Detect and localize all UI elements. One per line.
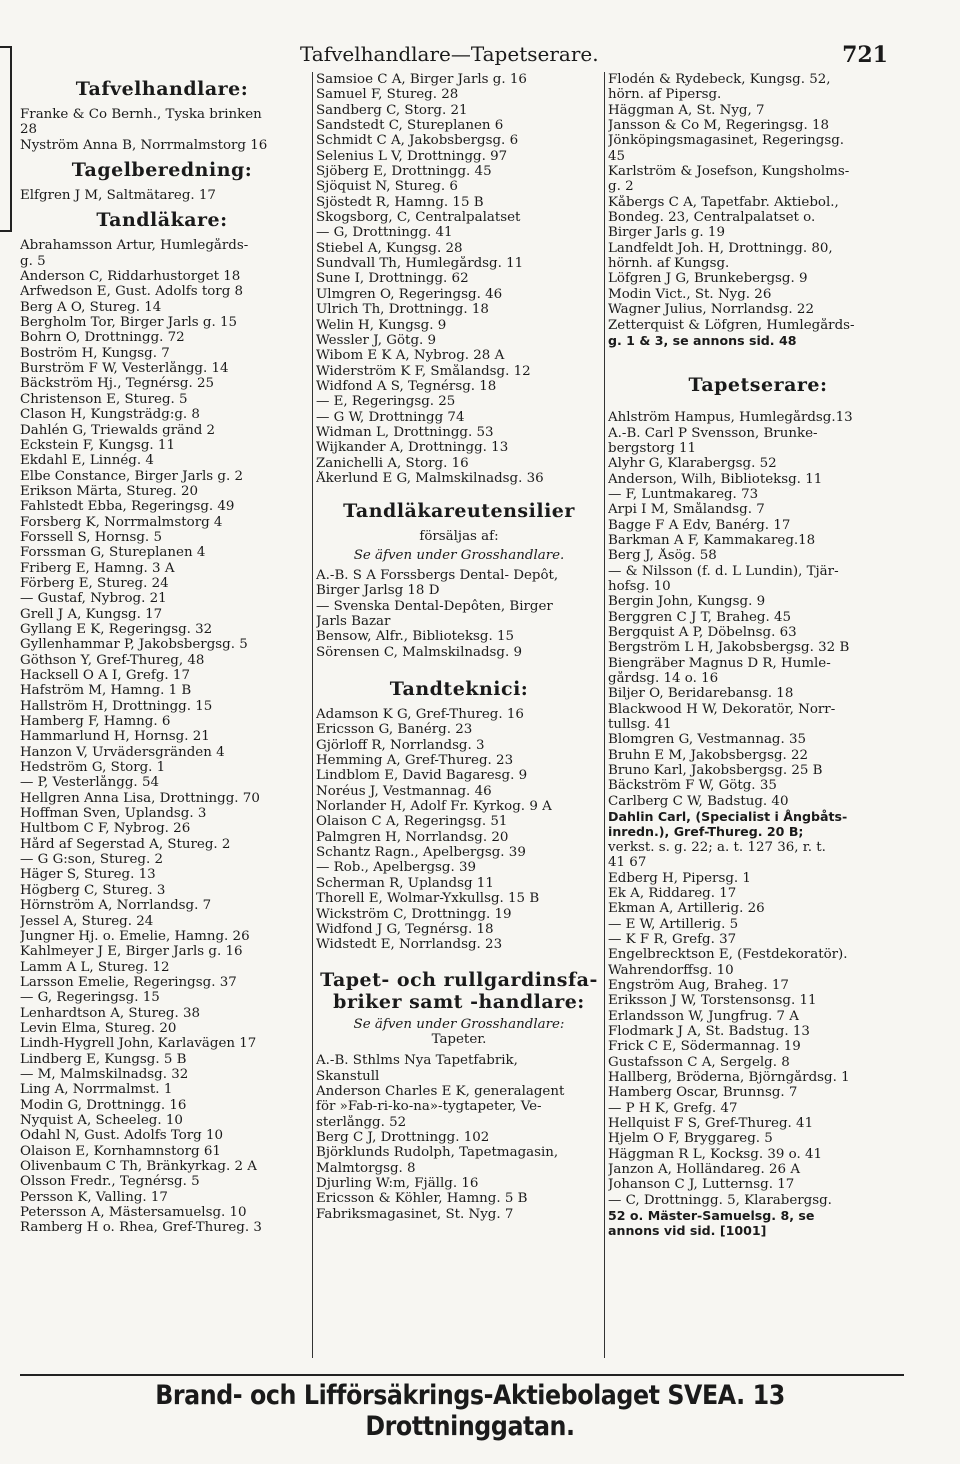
directory-entry: Erlandsson W, Jungfrug. 7 A: [608, 1008, 799, 1024]
directory-entry: tullsg. 41: [608, 717, 672, 733]
directory-entry: Sandberg C, Storg. 21: [316, 102, 468, 118]
directory-entry: Birger Jarlsg 18 D: [316, 583, 440, 599]
directory-entry: A.-B. Carl P Svensson, Brunke-: [608, 425, 818, 441]
directory-entry: Bruno Karl, Jakobsbergsg. 25 B: [608, 763, 823, 779]
directory-entry: Jansson & Co M, Regeringsg. 18: [608, 118, 830, 134]
directory-entry: Löfgren J G, Brunkebergsg. 9: [608, 271, 808, 287]
directory-entry: Sörensen C, Malmskilnadsg. 9: [316, 644, 523, 660]
directory-entry: Lindblom E, David Bagaresg. 9: [316, 768, 528, 784]
directory-entry: Fabriksmagasinet, St. Nyg. 7: [316, 1206, 514, 1222]
directory-entry: Sjöberg E, Drottningg. 45: [316, 164, 492, 180]
directory-entry: Sandstedt C, Stureplanen 6: [316, 118, 504, 134]
directory-entry: Landfeldt Joh. H, Drottningg. 80,: [608, 240, 833, 256]
directory-entry: inredn.), Gref-Thureg. 20 B;: [608, 824, 804, 840]
directory-entry: Ramberg H o. Rhea, Gref-Thureg. 3: [20, 1220, 262, 1236]
directory-entry: Edberg H, Pipersg. 1: [608, 870, 751, 886]
directory-entry: A.-B. S A Forssbergs Dental- Depôt,: [316, 567, 559, 583]
directory-entry: Hallberg, Bröderna, Björngårdsg. 1: [608, 1069, 850, 1085]
section-note: Se äfven under Grosshandlare.: [353, 547, 565, 563]
directory-entry: Ling A, Norrmalmst. 1: [20, 1082, 173, 1098]
directory-entry: Anderson, Wilh, Biblioteksg. 11: [608, 471, 823, 487]
directory-entry: Häggman A, St. Nyg, 7: [608, 102, 765, 118]
directory-entry: Engelbrecktson E, (Festdekoratör).: [608, 947, 848, 963]
directory-entry: Schmidt C A, Jakobsbergsg. 6: [316, 133, 519, 149]
directory-entry: Eriksson J W, Torstensonsg. 11: [608, 993, 817, 1009]
directory-entry: Birger Jarls g. 19: [608, 225, 725, 241]
directory-entry: Ericsson & Köhler, Hamng. 5 B: [316, 1191, 528, 1207]
section-subtitle: försäljas af:: [419, 529, 499, 545]
directory-entry: Ulmgren O, Regeringsg. 46: [316, 286, 503, 302]
directory-entry: Zanichelli A, Storg. 16: [316, 455, 469, 471]
directory-entry: Arfwedson E, Gust. Adolfs torg 8: [20, 284, 244, 300]
section-title: Tandläkare:: [96, 209, 228, 232]
directory-entry: Bensow, Alfr., Biblioteksg. 15: [316, 629, 515, 645]
directory-entry: Förberg E, Stureg. 24: [20, 575, 169, 591]
directory-entry: Bondeg. 23, Centralpalatset o.: [608, 210, 816, 226]
directory-entry: Jessel A, Stureg. 24: [20, 913, 154, 929]
directory-entry: Ericsson G, Banérg. 23: [316, 722, 473, 738]
directory-entry: Modin G, Drottningg. 16: [20, 1097, 187, 1113]
directory-entry: — C, Drottningg. 5, Klarabergsg.: [608, 1192, 832, 1208]
directory-entry: Widman L, Drottningg. 53: [316, 424, 494, 440]
directory-entry: hofsg. 10: [608, 578, 671, 594]
directory-entry: Eckstein F, Kungsg. 11: [20, 437, 175, 453]
directory-entry: Ulrich Th, Drottningg. 18: [316, 302, 489, 318]
directory-entry: Arpi I M, Smålandsg. 7: [608, 502, 765, 518]
directory-entry: för »Fab-ri-ko-na»-tygtapeter, Ve-: [316, 1099, 542, 1115]
section-title: Tafvelhandlare:: [75, 78, 249, 100]
directory-entry: Levin Elma, Stureg. 20: [20, 1020, 177, 1036]
directory-entry: Forssman G, Stureplanen 4: [20, 545, 206, 561]
directory-entry: Högberg C, Stureg. 3: [20, 882, 166, 898]
directory-entry: Bäckström Hj., Tegnérsg. 25: [20, 376, 215, 392]
directory-entry: 45: [608, 148, 626, 164]
directory-entry: Norlander H, Adolf Fr. Kyrkog. 9 A: [316, 799, 552, 815]
directory-entry: Schantz Ragn., Apelbergsg. 39: [316, 845, 526, 861]
directory-entry: Zetterquist & Löfgren, Humlegårds-: [608, 317, 855, 333]
directory-entry: Sjöquist N, Stureg. 6: [316, 179, 458, 195]
column-1: [20, 72, 304, 1236]
directory-entry: verkst. s. g. 22; a. t. 127 36, r. t.: [608, 839, 826, 855]
directory-entry: annons vid sid. [1001]: [608, 1223, 767, 1239]
directory-entry: Frick C E, Södermannag. 19: [608, 1039, 801, 1055]
directory-entry: Gyllang E K, Regeringsg. 32: [20, 621, 213, 637]
column-3: [604, 72, 908, 1358]
directory-entry: Malmtorgsg. 8: [316, 1160, 416, 1176]
directory-entry: — E, Regeringsg. 25: [316, 394, 456, 410]
directory-entry: Elbe Constance, Birger Jarls g. 2: [20, 468, 243, 484]
directory-entry: Hanzon V, Urvädersgränden 4: [20, 744, 225, 760]
directory-entry: Hedström G, Storg. 1: [20, 760, 166, 776]
directory-entry: Widfond A S, Tegnérsg. 18: [316, 378, 497, 394]
directory-entry: — & Nilsson (f. d. L Lundin), Tjär-: [608, 563, 839, 579]
directory-entry: Ek A, Riddareg. 17: [608, 885, 737, 901]
directory-entry: Olaison C A, Regeringsg. 51: [316, 814, 508, 830]
directory-entry: Barkman A F, Kammakareg.18: [608, 532, 816, 548]
directory-entry: Ahlström Hampus, Humlegårdsg.13: [608, 410, 853, 426]
directory-entry: Åkerlund E G, Malmskilnadsg. 36: [316, 470, 544, 486]
directory-entry: Bäckström F W, Götg. 35: [608, 778, 777, 794]
directory-entry: Lenhardtson A, Stureg. 38: [20, 1005, 201, 1021]
directory-entry: Blackwood H W, Dekoratör, Norr-: [608, 701, 836, 717]
directory-entry: Nyström Anna B, Norrmalmstorg 16: [20, 137, 268, 153]
page-number: 721: [842, 42, 888, 68]
directory-entry: Samsioe C A, Birger Jarls g. 16: [316, 72, 527, 87]
section-title: Tapetserare:: [688, 374, 828, 397]
section-title-continued: briker samt -handlare:: [333, 990, 585, 1013]
directory-entry: Biengräber Magnus D R, Humle-: [608, 655, 831, 671]
directory-entry: Blomgren G, Vestmannag. 35: [608, 732, 807, 748]
directory-entry: Björklunds Rudolph, Tapetmagasin,: [316, 1145, 559, 1161]
directory-entry: Wagner Julius, Norrlandsg. 22: [608, 302, 814, 318]
directory-entry: Bagge F A Edv, Banérg. 17: [608, 517, 791, 533]
directory-entry: Hård af Segerstad A, Stureg. 2: [20, 836, 231, 852]
directory-entry: Bohrn O, Drottningg. 72: [20, 330, 185, 346]
footer-advert: Brand- och Lifförsäkrings-Aktiebolaget SVEA. 13 Drottninggatan.: [155, 1380, 785, 1442]
directory-entry: Bergholm Tor, Birger Jarls g. 15: [20, 315, 238, 331]
directory-entry: — G, Regeringsg. 15: [20, 990, 160, 1006]
section-note: Se äfven under Grosshandlare:: [353, 1016, 565, 1032]
entry-list: [608, 72, 908, 348]
directory-entry: Hellquist F S, Gref-Thureg. 41: [608, 1116, 814, 1131]
directory-entry: Palmgren H, Norrlandsg. 20: [316, 829, 509, 845]
directory-entry: g. 1 & 3, se annons sid. 48: [608, 332, 797, 348]
directory-entry: 41 67: [608, 855, 647, 871]
section-title: Tandteknici:: [389, 678, 529, 701]
directory-entry: Stiebel A, Kungsg. 28: [316, 240, 463, 256]
directory-entry: Carlberg C W, Badstug. 40: [608, 793, 789, 809]
directory-entry: Welin H, Kungsg. 9: [316, 317, 447, 333]
directory-entry: Anderson C, Riddarhustorget 18: [20, 269, 241, 285]
column-2: [312, 72, 602, 1358]
footer-rule: [20, 1374, 904, 1376]
directory-entry: Göthson Y, Gref-Thureg, 48: [20, 652, 205, 668]
directory-entry: Selenius L V, Drottningg. 97: [316, 148, 508, 164]
directory-entry: Elfgren J M, Saltmätareg. 17: [20, 188, 216, 204]
directory-entry: Petersson A, Mästersamuelsg. 10: [20, 1205, 247, 1221]
entry-list: [316, 1053, 602, 1222]
directory-entry: Olaison E, Kornhamnstorg 61: [20, 1143, 221, 1159]
directory-entry: — P, Vesterlångg. 54: [20, 775, 159, 791]
directory-entry: Hamberg Oscar, Brunnsg. 7: [608, 1085, 798, 1101]
directory-entry: Modin Vict., St. Nyg. 26: [608, 286, 772, 302]
directory-entry: Widstedt E, Norrlandsg. 23: [316, 937, 503, 953]
directory-entry: Larsson Emelie, Regeringsg. 37: [20, 974, 237, 990]
directory-entry: Jarls Bazar: [316, 614, 391, 629]
directory-entry: Hellgren Anna Lisa, Drottningg. 70: [20, 790, 260, 806]
directory-entry: Thorell E, Wolmar-Yxkullsg. 15 B: [316, 891, 540, 907]
entry-list: [608, 410, 908, 1239]
directory-entry: Boström H, Kungsg. 7: [20, 345, 170, 361]
directory-entry: Wickström C, Drottningg. 19: [316, 906, 512, 922]
directory-entry: Jönköpingsmagasinet, Regeringsg.: [608, 133, 845, 149]
directory-entry: Friberg E, Hamng. 3 A: [20, 560, 175, 576]
directory-entry: Hallström H, Drottningg. 15: [20, 698, 213, 714]
directory-entry: Berggren C J T, Braheg. 45: [608, 609, 792, 625]
directory-entry: — Svenska Dental-Depôten, Birger: [316, 598, 553, 614]
directory-entry: 28: [20, 122, 38, 138]
directory-entry: Olivenbaum C Th, Bränkyrkag. 2 A: [20, 1159, 257, 1174]
directory-entry: Forssell S, Hornsg. 5: [20, 529, 162, 545]
directory-entry: Hoffman Sven, Uplandsg. 3: [20, 806, 207, 822]
directory-entry: Lamm A L, Stureg. 12: [20, 959, 170, 975]
directory-entry: — G, Drottningg. 41: [316, 225, 453, 241]
directory-entry: Skogsborg, C, Centralpalatset: [316, 210, 521, 226]
directory-entry: Nyquist A, Scheeleg. 10: [20, 1112, 183, 1128]
directory-entry: Bergström L H, Jakobsbergsg. 32 B: [608, 640, 850, 656]
directory-entry: Ekdahl E, Linnég. 4: [20, 453, 154, 469]
directory-entry: Häger S, Stureg. 13: [20, 867, 156, 883]
directory-entry: — F, Luntmakareg. 73: [608, 486, 759, 502]
directory-entry: Clason H, Kungsträdg:g. 8: [20, 407, 200, 423]
entry-list: [316, 707, 602, 953]
directory-entry: — P H K, Grefg. 47: [608, 1100, 738, 1116]
directory-entry: Kåbergs C A, Tapetfabr. Aktiebol.,: [608, 194, 839, 210]
section-title: Tandläkareutensilier: [343, 500, 575, 523]
directory-entry: Wibom E K A, Nybrog. 28 A: [316, 348, 505, 364]
directory-entry: Biljer O, Beridarebansg. 18: [608, 686, 794, 702]
directory-entry: Janzon A, Holländareg. 26 A: [608, 1162, 801, 1178]
entry-list: [316, 568, 602, 660]
directory-entry: Häggman R L, Kocksg. 39 o. 41: [608, 1146, 823, 1162]
directory-entry: Gyllenhammar P, Jakobsbergsg. 5: [20, 637, 248, 653]
entry-list: [316, 72, 602, 486]
directory-entry: Gjörloff R, Norrlandsg. 3: [316, 737, 485, 753]
directory-entry: Wahrendorffsg. 10: [608, 962, 734, 978]
directory-entry: gårdsg. 14 o. 16: [608, 671, 719, 687]
directory-entry: Grell J A, Kungsg. 17: [20, 606, 163, 622]
directory-entry: Engström Aug, Braheg. 17: [608, 977, 789, 993]
directory-entry: — K F R, Grefg. 37: [608, 931, 737, 947]
directory-entry: Alyhr G, Klarabergsg. 52: [608, 456, 777, 472]
directory-entry: — E W, Artillerig. 5: [608, 916, 739, 932]
directory-entry: Hjelm O F, Bryggareg. 5: [608, 1131, 773, 1147]
directory-entry: Widfond J G, Tegnérsg. 18: [316, 921, 494, 937]
directory-entry: Hamberg F, Hamng. 6: [20, 714, 171, 730]
entry-list: [20, 238, 304, 1235]
directory-entry: Kahlmeyer J E, Birger Jarls g. 16: [20, 944, 243, 960]
directory-entry: Anderson Charles E K, generalagent: [316, 1083, 565, 1099]
directory-entry: Djurling W:m, Fjällg. 16: [316, 1175, 479, 1191]
directory-entry: Forsberg K, Norrmalmstorg 4: [20, 514, 223, 530]
directory-entry: Berg C J, Drottningg. 102: [316, 1129, 490, 1145]
directory-entry: Odahl N, Gust. Adolfs Torg 10: [20, 1128, 224, 1144]
section-title: Tagelberedning:: [71, 159, 253, 182]
directory-entry: Sune I, Drottningg. 62: [316, 271, 469, 287]
directory-entry: sterlångg. 52: [316, 1114, 407, 1130]
directory-entry: Berg A O, Stureg. 14: [20, 299, 162, 315]
directory-entry: Adamson K G, Gref-Thureg. 16: [316, 707, 524, 723]
directory-entry: Christenson E, Stureg. 5: [20, 391, 188, 407]
directory-entry: Jungner Hj. o. Emelie, Hamng. 26: [20, 928, 250, 944]
directory-entry: Erikson Märta, Stureg. 20: [20, 483, 198, 499]
directory-entry: Hacksell O A I, Grefg. 17: [20, 668, 190, 683]
directory-entry: Hörnström A, Norrlandsg. 7: [20, 898, 212, 914]
directory-entry: Berg J, Åsög. 58: [608, 548, 717, 564]
directory-entry: A.-B. Sthlms Nya Tapetfabrik,: [316, 1053, 518, 1069]
directory-entry: Hultbom C F, Nybrog. 26: [20, 821, 191, 837]
directory-entry: Abrahamsson Artur, Humlegårds-: [20, 238, 249, 254]
directory-entry: Dahlin Carl, (Specialist i Ångbåts-: [608, 809, 848, 825]
directory-entry: Franke & Co Bernh., Tyska brinken: [20, 107, 262, 122]
directory-entry: Lindh-Hygrell John, Karlavägen 17: [20, 1036, 257, 1052]
directory-entry: bergstorg 11: [608, 440, 697, 456]
directory-entry: Bergquist A P, Döbelnsg. 63: [608, 625, 797, 640]
directory-entry: Olsson Fredr., Tegnérsg. 5: [20, 1174, 200, 1190]
directory-entry: — M, Malmskilnadsg. 32: [20, 1066, 189, 1082]
directory-entry: Persson K, Valling. 17: [20, 1189, 168, 1205]
directory-entry: Hafström M, Hamng. 1 B: [20, 683, 192, 699]
directory-entry: Hemming A, Gref-Thureg. 23: [316, 753, 514, 769]
directory-entry: Scherman R, Uplandsg 11: [316, 875, 494, 891]
directory-entry: — G W, Drottningg 74: [316, 409, 465, 425]
directory-entry: Karlström & Josefson, Kungsholms-: [608, 164, 850, 180]
directory-entry: Noréus J, Vestmannag. 46: [316, 783, 492, 799]
directory-entry: — G G:son, Stureg. 2: [20, 852, 163, 868]
section-note-continued: Tapeter.: [431, 1031, 487, 1047]
directory-entry: Johanson C J, Lutternsg. 17: [608, 1177, 795, 1193]
section-title: Tapet- och rullgardinsfa-: [320, 968, 598, 991]
directory-entry: g. 2: [608, 179, 634, 195]
running-header: Tafvelhandlare—Tapetserare.: [300, 42, 599, 66]
directory-entry: Bergin John, Kungsg. 9: [608, 594, 766, 610]
directory-entry: Burström F W, Vesterlångg. 14: [20, 361, 229, 377]
entry-list: [20, 107, 304, 153]
directory-entry: Skanstull: [316, 1068, 380, 1084]
directory-entry: Dahlén G, Triewalds gränd 2: [20, 422, 216, 438]
directory-entry: Ekman A, Artillerig. 26: [608, 901, 765, 917]
directory-entry: Sundvall Th, Humlegårdsg. 11: [316, 256, 524, 272]
directory-entry: g. 5: [20, 253, 46, 269]
directory-entry: — Gustaf, Nybrog. 21: [20, 591, 167, 607]
directory-entry: Wessler J, Götg. 9: [316, 332, 437, 348]
directory-entry: Sjöstedt R, Hamng. 15 B: [316, 194, 484, 210]
scan-edge-mark: [0, 46, 12, 232]
directory-entry: Fahlstedt Ebba, Regeringsg. 49: [20, 499, 235, 515]
directory-entry: Lindberg E, Kungsg. 5 B: [20, 1051, 187, 1067]
directory-entry: Hammarlund H, Hornsg. 21: [20, 729, 210, 745]
directory-entry: Flodmark J A, St. Badstug. 13: [608, 1023, 810, 1039]
entry-list: [20, 188, 304, 203]
directory-entry: hörnh. af Kungsg.: [608, 256, 730, 272]
directory-entry: Bruhn E M, Jakobsbergsg. 22: [608, 747, 809, 763]
directory-entry: Gustafsson C A, Sergelg. 8: [608, 1054, 790, 1070]
directory-entry: Widerström K F, Smålandsg. 12: [316, 363, 531, 379]
directory-entry: hörn. af Pipersg.: [608, 87, 722, 103]
directory-entry: Wijkander A, Drottningg. 13: [316, 440, 509, 456]
directory-entry: — Rob., Apelbergsg. 39: [316, 860, 477, 876]
directory-entry: Flodén & Rydebeck, Kungsg. 52,: [608, 72, 831, 87]
directory-entry: Samuel F, Stureg. 28: [316, 87, 459, 103]
directory-entry: 52 o. Mäster-Samuelsg. 8, se: [608, 1208, 815, 1224]
